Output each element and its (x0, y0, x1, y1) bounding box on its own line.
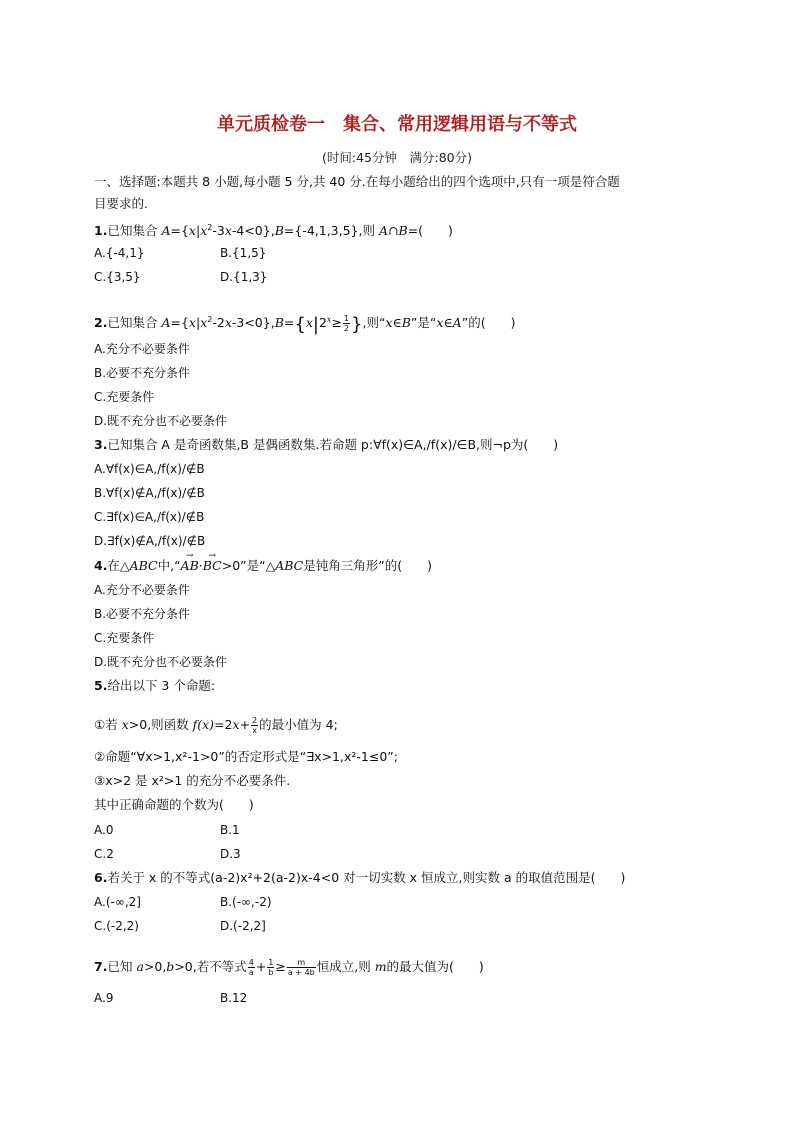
option-a: A.充分不必要条件 (94, 342, 190, 356)
q-math: x (200, 315, 208, 331)
q-math: x (188, 315, 196, 331)
q-text: 已知集合 (107, 315, 162, 331)
vector-ab: → AB (181, 558, 199, 574)
q-text: 的最大值为( ) (386, 959, 484, 974)
question-3 (94, 437, 558, 453)
statement-2: ②命题“∀x>1,x²-1>0”的否定形式是“∃x>1,x²-1≤0”; (94, 749, 398, 764)
page-title: 单元质检卷一 集合、常用逻辑用语与不等式 (217, 114, 577, 135)
question-6 (94, 870, 625, 886)
question-1 (94, 220, 453, 239)
q-text: 的最小值为 4; (259, 717, 338, 732)
q-math: ABC (129, 558, 158, 573)
vector-bc: → BC (203, 558, 222, 574)
q-text: >0,则函数 (128, 717, 193, 732)
q-text: = (283, 315, 295, 331)
frac-num: 4 (248, 958, 254, 967)
q-math: x (224, 223, 232, 239)
q-text: 若关于 x 的不等式(a-2)x²+2(a-2)x-4<0 对一切实数 x 恒成立,则实数 a 的取值范围是( ) (107, 870, 626, 885)
fraction (251, 716, 258, 735)
set-bar: | (312, 314, 319, 336)
q-text: ={ (170, 223, 189, 239)
q-math: A (161, 315, 171, 331)
fraction (248, 958, 255, 977)
q-text: ≥ (275, 959, 286, 974)
option-b: B.12 (220, 991, 248, 1005)
section-instructions: 一、选择题:本题共 8 小题,每小题 5 分,共 40 分.在每小题给出的四个选项中,只有一项是符合题 (94, 174, 620, 189)
option-b: B.(-∞,-2) (220, 895, 272, 909)
question-number: 3. (94, 437, 108, 452)
q-text: >0,若不等式 (174, 959, 247, 974)
question-number: 1. (94, 223, 108, 239)
q-text: · (198, 558, 203, 573)
q-math: B (274, 315, 284, 331)
q-text: ”是“ (410, 315, 437, 331)
q-text: 2 (318, 315, 327, 331)
q-text: -4<0}, (231, 223, 275, 239)
question-5-ask: 其中正确命题的个数为( ) (94, 797, 254, 812)
option-c: C.充要条件 (94, 631, 155, 645)
q-math: x∈A (436, 315, 462, 331)
option-a: A.9 (94, 991, 114, 1005)
q-text: 中,“ (157, 558, 181, 573)
q-text: =2 (214, 717, 233, 732)
q-text: 已知集合 (107, 223, 162, 239)
option-b: B.必要不充分条件 (94, 607, 191, 621)
q-text: ={ (170, 315, 189, 331)
q-math: x∈B (385, 315, 411, 331)
statement-3: ③x>2 是 x²>1 的充分不必要条件. (94, 773, 291, 788)
option-b: B.∀f(x)∉A,/f(x)/∉B (94, 486, 205, 500)
option-c: C.{3,5} (94, 270, 141, 284)
q-math: x (188, 223, 196, 239)
frac-den: 2 (343, 324, 350, 334)
option-b: B.1 (220, 823, 240, 837)
exam-subtitle: (时间:45分钟 满分:80分) (322, 150, 472, 165)
question-5 (94, 678, 215, 694)
statement-1 (94, 716, 338, 735)
fraction (287, 958, 316, 977)
q-text: 已知集合 A 是奇函数集,B 是偶函数集.若命题 p:∀f(x)∈A,/f(x)/∈B,则¬p为( ) (107, 437, 559, 452)
question-4 (94, 558, 432, 574)
option-a: A.∀f(x)∈A,/f(x)/∉B (94, 462, 205, 476)
option-d: D.既不充分也不必要条件 (94, 655, 228, 669)
q-math: x (121, 717, 129, 732)
q-text: 在△ (107, 558, 130, 573)
q-text: ①若 (94, 717, 122, 732)
question-number: 5. (94, 678, 108, 693)
set-brace: { (294, 314, 306, 336)
fraction (343, 314, 350, 333)
q-text: ,则“ (362, 315, 386, 331)
question-number: 6. (94, 870, 108, 885)
section-instructions-cont: 目要求的. (94, 196, 148, 211)
q-text: -3 (212, 223, 225, 239)
q-math: f(x) (192, 717, 215, 732)
q-sup: x (326, 315, 332, 324)
q-text: 是钝角三角形”的( ) (303, 558, 432, 573)
q-sup: 2 (207, 223, 213, 232)
q-text: ≥ (331, 315, 342, 331)
option-c: C.充要条件 (94, 390, 155, 404)
option-a: A.0 (94, 823, 114, 837)
option-d: D.∃f(x)∉A,/f(x)/∉B (94, 534, 206, 548)
fraction (267, 958, 274, 977)
frac-num: 1 (343, 314, 350, 324)
q-text: >0, (143, 959, 167, 974)
q-sup: 2 (207, 315, 213, 324)
option-a: A.充分不必要条件 (94, 583, 190, 597)
q-text: + (239, 717, 251, 732)
q-text: | (195, 223, 201, 239)
question-number: 7. (94, 959, 108, 974)
question-number: 2. (94, 315, 108, 331)
q-math: A∩B (378, 223, 408, 239)
option-c: C.(-2,2) (94, 919, 139, 933)
option-b: B.必要不充分条件 (94, 366, 191, 380)
option-c: C.∃f(x)∈A,/f(x)/∉B (94, 510, 205, 524)
question-number: 4. (94, 558, 108, 573)
frac-den: x (252, 726, 257, 735)
q-math: x (200, 223, 208, 239)
option-d: D.既不充分也不必要条件 (94, 414, 228, 428)
frac-num: m (287, 958, 316, 968)
question-7 (94, 958, 484, 977)
frac-den: b (268, 968, 274, 977)
q-math: A (161, 223, 171, 239)
frac-den: a + 4b (287, 968, 315, 977)
q-math: x (224, 315, 232, 331)
option-d: D.(-2,2] (220, 919, 266, 933)
question-2 (94, 312, 516, 336)
q-math: x (305, 315, 313, 331)
set-brace: } (351, 314, 363, 336)
frac-num: 2 (252, 716, 258, 725)
q-math: B (274, 223, 284, 239)
q-math: b (166, 959, 175, 974)
q-math: x (232, 717, 240, 732)
option-d: D.3 (220, 847, 241, 861)
q-text: -3<0}, (231, 315, 275, 331)
q-text: ”的( ) (461, 315, 516, 331)
option-d: D.{1,3} (220, 270, 268, 284)
q-math: a (136, 959, 144, 974)
option-a: A.{-4,1} (94, 246, 145, 260)
q-text: >0”是“△ (221, 558, 276, 573)
q-math: ABC (275, 558, 304, 573)
option-b: B.{1,5} (220, 246, 267, 260)
q-text: | (195, 315, 201, 331)
option-a: A.(-∞,2] (94, 895, 141, 909)
q-text: ={-4,1,3,5},则 (283, 223, 379, 239)
q-text: + (255, 959, 267, 974)
q-text: =( ) (407, 223, 453, 239)
frac-den: a (248, 968, 254, 977)
option-c: C.2 (94, 847, 114, 861)
frac-num: 1 (268, 958, 274, 967)
q-text: 已知 (107, 959, 137, 974)
q-text: 恒成立,则 (316, 959, 375, 974)
q-math: m (374, 959, 387, 974)
q-text: -2 (212, 315, 225, 331)
q-text: 给出以下 3 个命题: (107, 678, 216, 693)
